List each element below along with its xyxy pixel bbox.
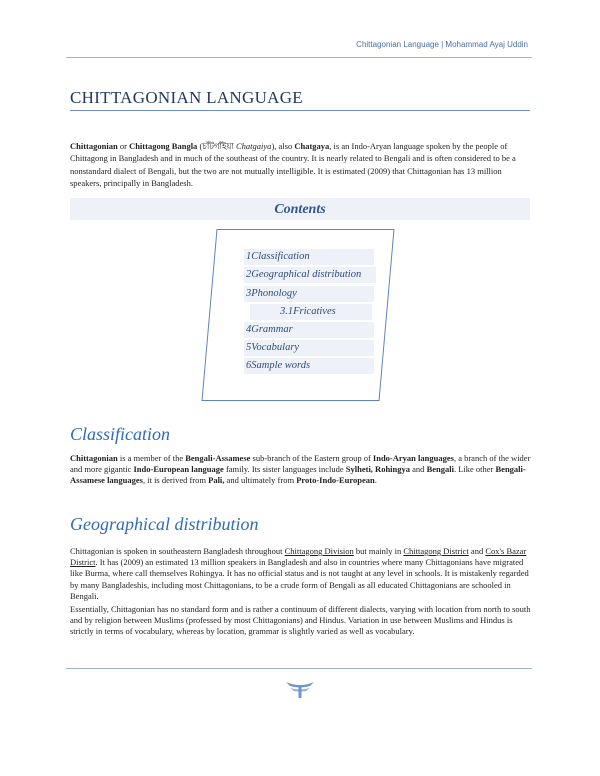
toc-item-phonology[interactable]: 3Phonology [244, 286, 374, 302]
cls-bold-2: Bengali-Assamese [185, 453, 251, 463]
link-coxs-bazar-district[interactable]: Cox's Bazar District [70, 546, 527, 568]
toc-item-vocabulary[interactable]: 5Vocabulary [244, 340, 374, 356]
cls-text-1: is a member of the [117, 453, 186, 463]
term-chatgaya: Chatgaya [294, 141, 330, 151]
intro-paragraph [70, 140, 532, 189]
footer-divider [66, 668, 532, 669]
geo-text-2: but mainly in [353, 546, 404, 556]
cls-bold-9: Proto-Indo-European [296, 475, 375, 486]
toc-item-grammar[interactable]: 4Grammar [244, 322, 374, 338]
geo-paragraph-2-text: Essentially, Chittagonian has no standard form and is rather a continuum of different dialects, varying with location from north to south and by religion between Muslims (professed by most Chittagonians) and Hindus. Variation in use between Muslims and Hindus is strictly in terms of vocabulary, whereas by location, grammar is slightly varied as well as vocabulary. [70, 604, 531, 637]
toc-item-fricatives[interactable]: 3.1Fricatives [250, 304, 372, 320]
heading-classification: Classification [70, 424, 171, 444]
title-underline [70, 110, 530, 111]
cls-text-3: , a branch of the wider and more gigantic [70, 453, 531, 475]
term-chittagong-bangla: Chittagong Bangla [129, 141, 198, 151]
contents-title: Contents [274, 202, 326, 217]
header-divider [66, 57, 532, 58]
term-chatgaiya: Chatgaiya [236, 141, 272, 151]
cls-bold-8: Pali, [208, 475, 225, 486]
footer-ornament-icon [282, 676, 318, 700]
link-chittagong-district[interactable]: Chittagong District [403, 546, 469, 556]
classification-paragraph [70, 453, 532, 487]
geo-text-4: . It has (2009) an estimated 13 million speakers in Bangladesh and also in countries where many Chittagonians have migrated like Burma, where call themselves Rohingya. It has no official status and is not taught at any level in schools. It is mistakenly regarded by many Bangladeshis, including most Chittagonians, to be a crude form of Bengali as all educated Chittagonians are schooled in Bengali. [70, 557, 529, 601]
cls-text-5: and [410, 464, 427, 475]
cls-text-4: family. Its sister languages include [223, 464, 346, 475]
cls-bold-7: Bengali-Assamese languages [70, 464, 526, 486]
cls-text-8: and ultimately from [224, 475, 297, 486]
cls-text-9: . [374, 475, 377, 486]
intro-text-2: (চাঁটগাঁইয়া [197, 141, 237, 151]
term-chittagonian: Chittagonian [70, 141, 118, 151]
geo-text-1: Chittagonian is spoken in southeastern Bangladesh throughout [70, 546, 285, 556]
cls-bold-5: Sylheti, Rohingya [345, 464, 411, 475]
cls-text-2: sub-branch of the Eastern group of [250, 453, 373, 463]
running-header: Chittagonian Language | Mohammad Ayaj Uddin [356, 40, 528, 49]
toc-item-sample-words[interactable]: 6Sample words [244, 358, 374, 374]
intro-text-3: ), also [271, 141, 295, 151]
toc-item-geographical-distribution[interactable]: 2Geographical distribution [244, 267, 376, 283]
intro-text-4: , is an Indo-Aryan language spoken by the people of Chittagong in Bangladesh and in much of the southeast of the country. It is nearly related to Bengali and is often considered to be a nonstandard dialect of Bengali, but the two are not mutually intelligible. It is estimated (2009) that Chittagonian has 13 million speakers, principally in Bangladesh. [70, 141, 516, 188]
cls-bold-3: Indo-Aryan languages [372, 453, 454, 463]
geography-paragraph-2 [70, 604, 532, 638]
cls-text-7: , it is derived from [142, 475, 209, 486]
cls-bold-4: Indo-European language [133, 464, 224, 475]
link-chittagong-division[interactable]: Chittagong Division [284, 546, 354, 556]
geography-paragraph-1 [70, 546, 532, 602]
page-title: CHITTAGONIAN LANGUAGE [70, 88, 303, 107]
geo-text-3: and [468, 546, 486, 556]
intro-text-1: or [117, 141, 130, 151]
toc-item-classification[interactable]: 1Classification [244, 249, 374, 265]
heading-geographical-distribution: Geographical distribution [70, 514, 259, 534]
cls-bold-6: Bengali [426, 464, 454, 475]
cls-bold-1: Chittagonian [70, 453, 118, 463]
cls-text-6: . Like other [453, 464, 496, 475]
